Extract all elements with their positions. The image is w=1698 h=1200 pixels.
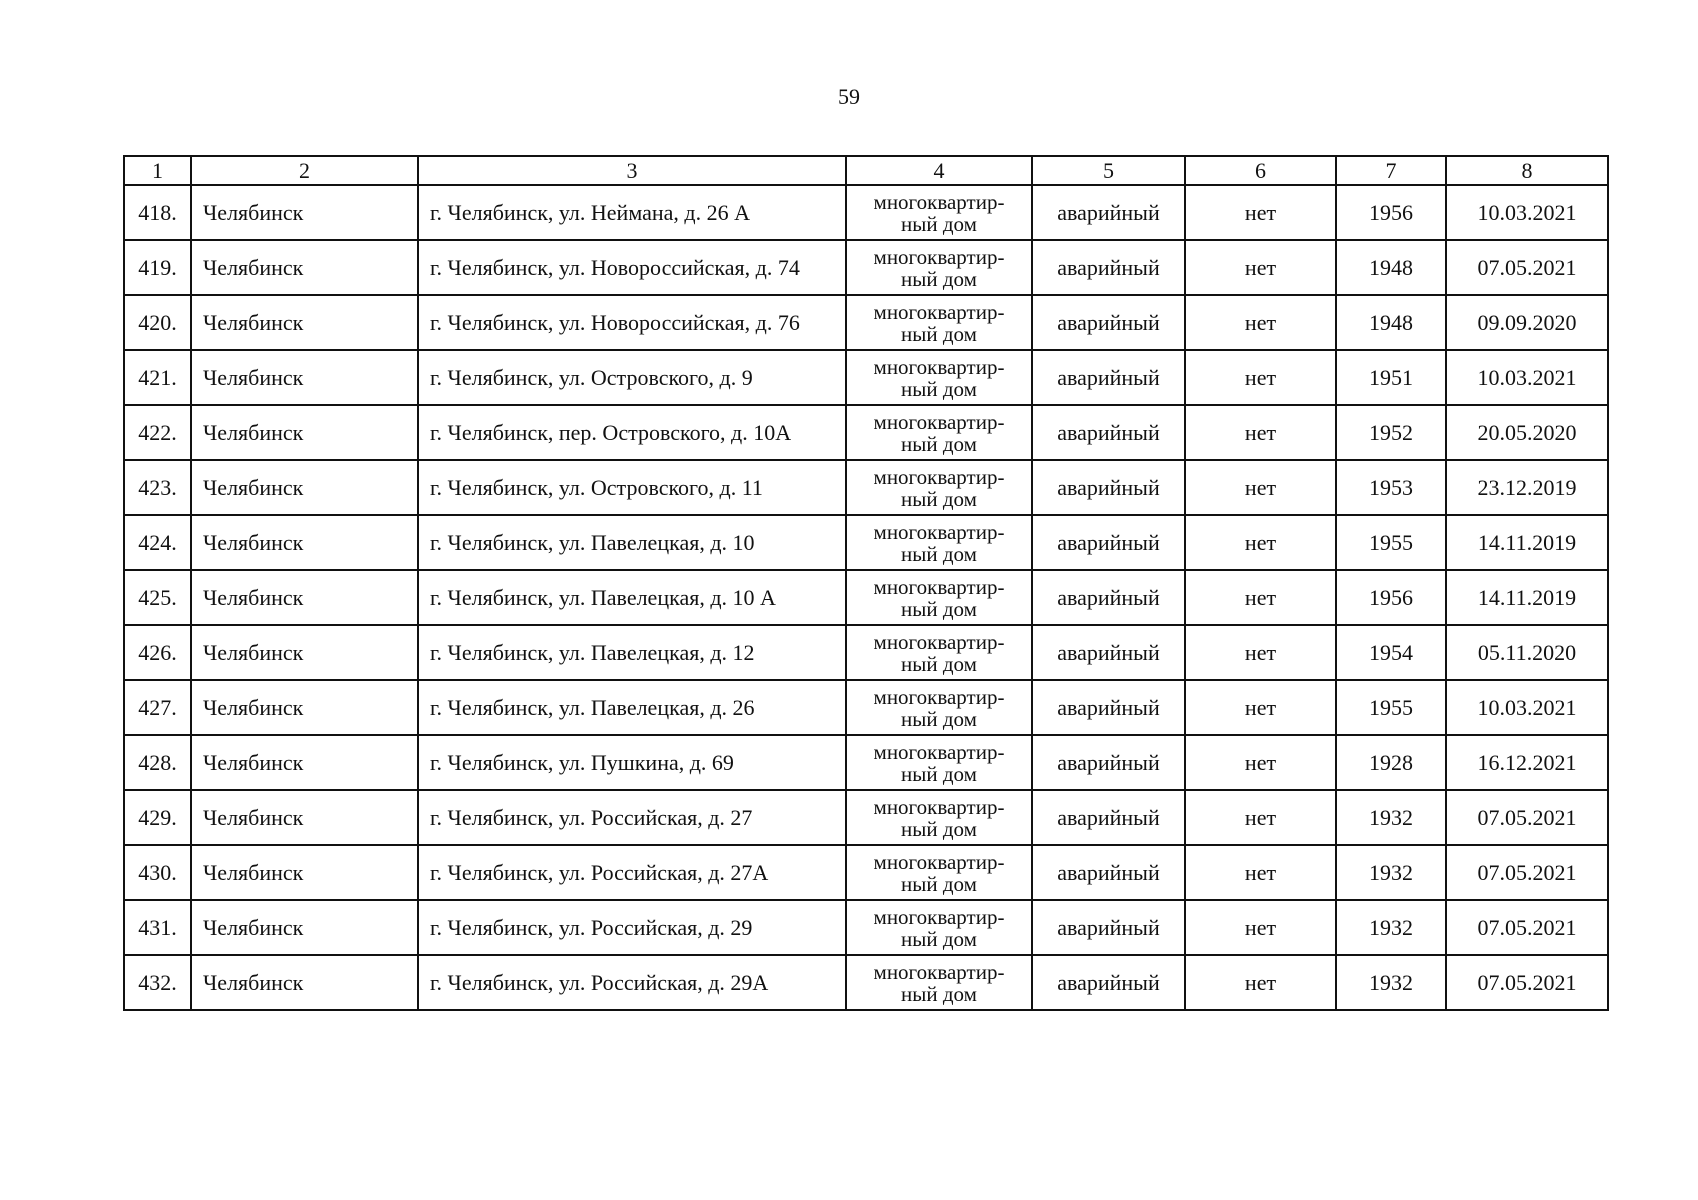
header-cell: 3 bbox=[418, 156, 846, 185]
city-cell: Челябинск bbox=[191, 515, 418, 570]
city-cell: Челябинск bbox=[191, 625, 418, 680]
status-cell: аварийный bbox=[1032, 790, 1185, 845]
year-cell: 1932 bbox=[1336, 955, 1446, 1010]
address-cell: г. Челябинск, ул. Островского, д. 9 bbox=[418, 350, 846, 405]
table-row bbox=[124, 405, 1608, 460]
building-type-line-1: многоквартир- bbox=[873, 409, 1005, 434]
table-body bbox=[124, 185, 1608, 1010]
year-cell: 1956 bbox=[1336, 570, 1446, 625]
status-cell: аварийный bbox=[1032, 625, 1185, 680]
address-cell: г. Челябинск, ул. Павелецкая, д. 12 bbox=[418, 625, 846, 680]
address-cell: г. Челябинск, пер. Островского, д. 10А bbox=[418, 405, 846, 460]
building-type-cell bbox=[846, 625, 1032, 680]
status-cell: аварийный bbox=[1032, 460, 1185, 515]
table-row bbox=[124, 680, 1608, 735]
city-cell: Челябинск bbox=[191, 570, 418, 625]
building-type-line-2: ный дом bbox=[901, 706, 977, 731]
building-type-line-2: ный дом bbox=[901, 376, 977, 401]
building-type-line-2: ный дом bbox=[901, 926, 977, 951]
date-cell: 09.09.2020 bbox=[1446, 295, 1608, 350]
year-cell: 1956 bbox=[1336, 185, 1446, 240]
address-cell: г. Челябинск, ул. Новороссийская, д. 74 bbox=[418, 240, 846, 295]
building-type-line-1: многоквартир- bbox=[873, 904, 1005, 929]
status-cell: аварийный bbox=[1032, 185, 1185, 240]
row-number-cell: 426. bbox=[124, 625, 191, 680]
address-cell: г. Челябинск, ул. Российская, д. 27 bbox=[418, 790, 846, 845]
year-cell: 1932 bbox=[1336, 900, 1446, 955]
date-cell: 07.05.2021 bbox=[1446, 955, 1608, 1010]
column-6-cell: нет bbox=[1185, 460, 1336, 515]
header-cell: 5 bbox=[1032, 156, 1185, 185]
table-row bbox=[124, 955, 1608, 1010]
column-6-cell: нет bbox=[1185, 515, 1336, 570]
building-type-cell bbox=[846, 570, 1032, 625]
column-6-cell: нет bbox=[1185, 735, 1336, 790]
date-cell: 10.03.2021 bbox=[1446, 350, 1608, 405]
date-cell: 07.05.2021 bbox=[1446, 790, 1608, 845]
table-header-row bbox=[124, 156, 1608, 185]
status-cell: аварийный bbox=[1032, 515, 1185, 570]
status-cell: аварийный bbox=[1032, 405, 1185, 460]
building-type-cell bbox=[846, 790, 1032, 845]
address-cell: г. Челябинск, ул. Островского, д. 11 bbox=[418, 460, 846, 515]
building-type-line-2: ный дом bbox=[901, 211, 977, 236]
building-type-line-1: многоквартир- bbox=[873, 739, 1005, 764]
row-number-cell: 425. bbox=[124, 570, 191, 625]
address-cell: г. Челябинск, ул. Российская, д. 27А bbox=[418, 845, 846, 900]
building-type-line-2: ный дом bbox=[901, 486, 977, 511]
building-type-cell bbox=[846, 460, 1032, 515]
date-cell: 10.03.2021 bbox=[1446, 680, 1608, 735]
status-cell: аварийный bbox=[1032, 240, 1185, 295]
building-type-line-1: многоквартир- bbox=[873, 189, 1005, 214]
building-type-line-2: ный дом bbox=[901, 541, 977, 566]
row-number-cell: 430. bbox=[124, 845, 191, 900]
year-cell: 1951 bbox=[1336, 350, 1446, 405]
building-type-line-2: ный дом bbox=[901, 596, 977, 621]
year-cell: 1953 bbox=[1336, 460, 1446, 515]
row-number-cell: 424. bbox=[124, 515, 191, 570]
building-type-line-1: многоквартир- bbox=[873, 244, 1005, 269]
address-cell: г. Челябинск, ул. Павелецкая, д. 10 bbox=[418, 515, 846, 570]
building-type-cell bbox=[846, 295, 1032, 350]
building-type-cell bbox=[846, 680, 1032, 735]
building-type-line-2: ный дом bbox=[901, 431, 977, 456]
building-type-line-2: ный дом bbox=[901, 321, 977, 346]
table-row bbox=[124, 515, 1608, 570]
city-cell: Челябинск bbox=[191, 295, 418, 350]
column-6-cell: нет bbox=[1185, 405, 1336, 460]
status-cell: аварийный bbox=[1032, 735, 1185, 790]
year-cell: 1948 bbox=[1336, 240, 1446, 295]
header-cell: 7 bbox=[1336, 156, 1446, 185]
address-cell: г. Челябинск, ул. Новороссийская, д. 76 bbox=[418, 295, 846, 350]
building-type-line-1: многоквартир- bbox=[873, 574, 1005, 599]
city-cell: Челябинск bbox=[191, 790, 418, 845]
header-cell: 8 bbox=[1446, 156, 1608, 185]
year-cell: 1932 bbox=[1336, 845, 1446, 900]
building-type-cell bbox=[846, 240, 1032, 295]
table-row bbox=[124, 185, 1608, 240]
row-number-cell: 423. bbox=[124, 460, 191, 515]
row-number-cell: 422. bbox=[124, 405, 191, 460]
status-cell: аварийный bbox=[1032, 680, 1185, 735]
building-type-cell bbox=[846, 845, 1032, 900]
column-6-cell: нет bbox=[1185, 240, 1336, 295]
table-row bbox=[124, 735, 1608, 790]
building-type-line-2: ный дом bbox=[901, 651, 977, 676]
status-cell: аварийный bbox=[1032, 955, 1185, 1010]
table-row bbox=[124, 240, 1608, 295]
year-cell: 1954 bbox=[1336, 625, 1446, 680]
building-type-line-2: ный дом bbox=[901, 761, 977, 786]
column-6-cell: нет bbox=[1185, 570, 1336, 625]
building-type-cell bbox=[846, 515, 1032, 570]
city-cell: Челябинск bbox=[191, 735, 418, 790]
year-cell: 1955 bbox=[1336, 515, 1446, 570]
status-cell: аварийный bbox=[1032, 295, 1185, 350]
status-cell: аварийный bbox=[1032, 570, 1185, 625]
building-type-line-2: ный дом bbox=[901, 981, 977, 1006]
city-cell: Челябинск bbox=[191, 240, 418, 295]
column-6-cell: нет bbox=[1185, 350, 1336, 405]
header-cell: 2 bbox=[191, 156, 418, 185]
year-cell: 1952 bbox=[1336, 405, 1446, 460]
status-cell: аварийный bbox=[1032, 900, 1185, 955]
row-number-cell: 418. bbox=[124, 185, 191, 240]
header-cell: 6 bbox=[1185, 156, 1336, 185]
date-cell: 14.11.2019 bbox=[1446, 515, 1608, 570]
row-number-cell: 429. bbox=[124, 790, 191, 845]
table-row bbox=[124, 570, 1608, 625]
year-cell: 1928 bbox=[1336, 735, 1446, 790]
column-6-cell: нет bbox=[1185, 680, 1336, 735]
housing-registry-table bbox=[123, 155, 1609, 1011]
date-cell: 23.12.2019 bbox=[1446, 460, 1608, 515]
date-cell: 07.05.2021 bbox=[1446, 240, 1608, 295]
row-number-cell: 420. bbox=[124, 295, 191, 350]
building-type-line-2: ный дом bbox=[901, 871, 977, 896]
building-type-line-1: многоквартир- bbox=[873, 849, 1005, 874]
status-cell: аварийный bbox=[1032, 350, 1185, 405]
city-cell: Челябинск bbox=[191, 845, 418, 900]
table-row bbox=[124, 845, 1608, 900]
column-6-cell: нет bbox=[1185, 900, 1336, 955]
column-6-cell: нет bbox=[1185, 790, 1336, 845]
building-type-line-1: многоквартир- bbox=[873, 629, 1005, 654]
row-number-cell: 428. bbox=[124, 735, 191, 790]
row-number-cell: 419. bbox=[124, 240, 191, 295]
table-row bbox=[124, 900, 1608, 955]
city-cell: Челябинск bbox=[191, 900, 418, 955]
table-row bbox=[124, 350, 1608, 405]
date-cell: 05.11.2020 bbox=[1446, 625, 1608, 680]
address-cell: г. Челябинск, ул. Павелецкая, д. 10 А bbox=[418, 570, 846, 625]
city-cell: Челябинск bbox=[191, 460, 418, 515]
date-cell: 10.03.2021 bbox=[1446, 185, 1608, 240]
building-type-line-1: многоквартир- bbox=[873, 299, 1005, 324]
address-cell: г. Челябинск, ул. Неймана, д. 26 А bbox=[418, 185, 846, 240]
building-type-cell bbox=[846, 735, 1032, 790]
building-type-cell bbox=[846, 955, 1032, 1010]
city-cell: Челябинск bbox=[191, 680, 418, 735]
row-number-cell: 431. bbox=[124, 900, 191, 955]
building-type-line-1: многоквартир- bbox=[873, 519, 1005, 544]
building-type-line-1: многоквартир- bbox=[873, 684, 1005, 709]
column-6-cell: нет bbox=[1185, 185, 1336, 240]
year-cell: 1948 bbox=[1336, 295, 1446, 350]
status-cell: аварийный bbox=[1032, 845, 1185, 900]
row-number-cell: 421. bbox=[124, 350, 191, 405]
address-cell: г. Челябинск, ул. Российская, д. 29А bbox=[418, 955, 846, 1010]
building-type-line-2: ный дом bbox=[901, 266, 977, 291]
column-6-cell: нет bbox=[1185, 295, 1336, 350]
address-cell: г. Челябинск, ул. Российская, д. 29 bbox=[418, 900, 846, 955]
row-number-cell: 432. bbox=[124, 955, 191, 1010]
header-cell: 4 bbox=[846, 156, 1032, 185]
page-number: 59 bbox=[838, 84, 860, 109]
date-cell: 14.11.2019 bbox=[1446, 570, 1608, 625]
date-cell: 16.12.2021 bbox=[1446, 735, 1608, 790]
column-6-cell: нет bbox=[1185, 955, 1336, 1010]
building-type-cell bbox=[846, 185, 1032, 240]
city-cell: Челябинск bbox=[191, 350, 418, 405]
column-6-cell: нет bbox=[1185, 845, 1336, 900]
city-cell: Челябинск bbox=[191, 405, 418, 460]
year-cell: 1955 bbox=[1336, 680, 1446, 735]
table-row bbox=[124, 625, 1608, 680]
address-cell: г. Челябинск, ул. Павелецкая, д. 26 bbox=[418, 680, 846, 735]
building-type-cell bbox=[846, 900, 1032, 955]
building-type-line-1: многоквартир- bbox=[873, 354, 1005, 379]
city-cell: Челябинск bbox=[191, 955, 418, 1010]
building-type-cell bbox=[846, 350, 1032, 405]
table-row bbox=[124, 460, 1608, 515]
table-row bbox=[124, 790, 1608, 845]
year-cell: 1932 bbox=[1336, 790, 1446, 845]
column-6-cell: нет bbox=[1185, 625, 1336, 680]
row-number-cell: 427. bbox=[124, 680, 191, 735]
date-cell: 20.05.2020 bbox=[1446, 405, 1608, 460]
table-row bbox=[124, 295, 1608, 350]
city-cell: Челябинск bbox=[191, 185, 418, 240]
building-type-line-1: многоквартир- bbox=[873, 794, 1005, 819]
building-type-line-1: многоквартир- bbox=[873, 464, 1005, 489]
date-cell: 07.05.2021 bbox=[1446, 845, 1608, 900]
header-cell: 1 bbox=[124, 156, 191, 185]
building-type-line-1: многоквартир- bbox=[873, 959, 1005, 984]
building-type-cell bbox=[846, 405, 1032, 460]
address-cell: г. Челябинск, ул. Пушкина, д. 69 bbox=[418, 735, 846, 790]
building-type-line-2: ный дом bbox=[901, 816, 977, 841]
date-cell: 07.05.2021 bbox=[1446, 900, 1608, 955]
